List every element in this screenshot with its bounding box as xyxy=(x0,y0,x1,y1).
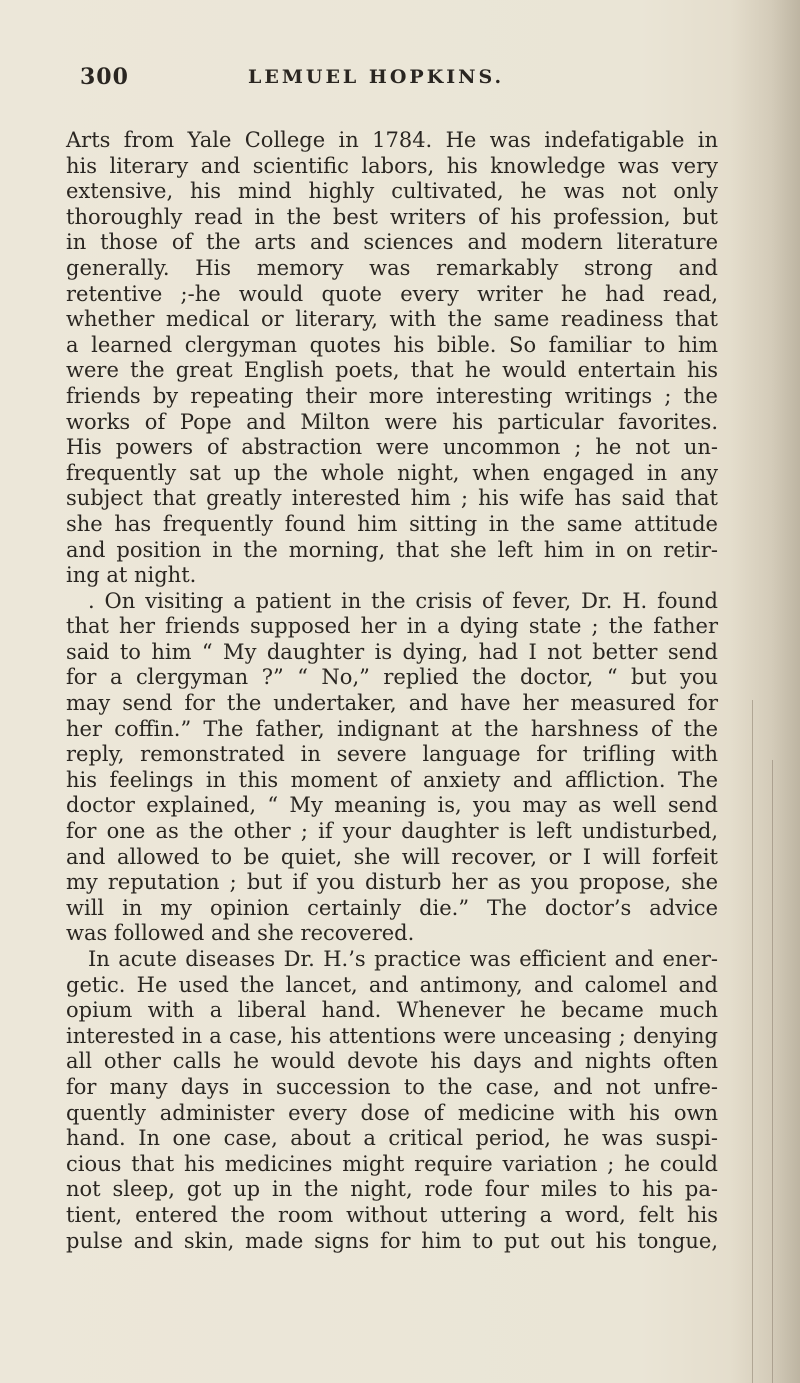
text-line: and allowed to be quiet, she will recover, or I will forfeit xyxy=(66,844,718,869)
text-line: not sleep, got up in the night, rode four miles to his pa- xyxy=(66,1177,718,1202)
text-line: her coffin.” The father, indignant at the harshness of the xyxy=(66,716,718,741)
text-line: for a clergyman ?” “ No,” replied the doctor, “ but you xyxy=(66,665,718,690)
text-line: In acute diseases Dr. H.’s practice was efficient and ener- xyxy=(88,947,718,971)
text-line: were the great English poets, that he would entertain his xyxy=(66,358,718,383)
text-line: friends by repeating their more interesting writings ; the xyxy=(66,383,718,408)
text-line: quently administer every dose of medicine with his own xyxy=(66,1100,718,1125)
text-line: whether medical or literary, with the same readiness that xyxy=(66,307,718,332)
page-edge-shadow xyxy=(730,0,800,1383)
text-line: getic. He used the lancet, and antimony, and calomel and xyxy=(66,972,718,997)
text-line: Arts from Yale College in 1784. He was indefatigable in xyxy=(66,128,718,152)
page-edge-line xyxy=(752,700,753,1383)
body-text xyxy=(66,128,718,1254)
page-edge-line xyxy=(772,760,773,1383)
page-number: 300 xyxy=(80,64,129,90)
text-line: works of Pope and Milton were his particular favorites. xyxy=(66,409,718,434)
text-line: interested in a case, his attentions were unceasing ; denying xyxy=(66,1023,718,1048)
text-line: subject that greatly interested him ; his wife has said that xyxy=(66,486,718,511)
text-line: that her friends supposed her in a dying state ; the father xyxy=(66,614,718,639)
text-line: tient, entered the room without uttering a word, felt his xyxy=(66,1202,718,1227)
text-line: reply, remonstrated in severe language for trifling with xyxy=(66,742,718,767)
text-line: extensive, his mind highly cultivated, he was not only xyxy=(66,179,718,204)
text-line: ing at night. xyxy=(66,563,197,588)
text-line: his feelings in this moment of anxiety and affliction. The xyxy=(66,767,718,792)
text-line: His powers of abstraction were uncommon ; he not un- xyxy=(66,435,718,460)
text-line: thoroughly read in the best writers of his profession, but xyxy=(66,204,718,229)
text-line: all other calls he would devote his days and nights often xyxy=(66,1049,718,1074)
text-line: and position in the morning, that she left him in on retir- xyxy=(66,537,718,562)
page-header xyxy=(80,64,720,98)
text-line: for one as the other ; if your daughter is left undisturbed, xyxy=(66,819,718,844)
running-head: LEMUEL HOPKINS. xyxy=(248,66,505,88)
text-line: retentive ;-he would quote every writer he had read, xyxy=(66,281,718,306)
text-line: doctor explained, “ My meaning is, you may as well send xyxy=(66,793,718,818)
text-line: . On visiting a patient in the crisis of fever, Dr. H. found xyxy=(88,588,718,613)
text-line: will in my opinion certainly die.” The doctor’s advice xyxy=(66,895,718,920)
text-line: pulse and skin, made signs for him to put out his tongue, xyxy=(66,1228,718,1253)
text-line: for many days in succession to the case, and not unfre- xyxy=(66,1074,718,1099)
text-line: a learned clergyman quotes his bible. So familiar to him xyxy=(66,332,718,357)
text-line: may send for the undertaker, and have her measured for xyxy=(66,691,718,716)
text-line: generally. His memory was remarkably strong and xyxy=(66,255,718,280)
text-line: his literary and scientific labors, his knowledge was very xyxy=(66,153,718,178)
text-line: opium with a liberal hand. Whenever he became much xyxy=(66,998,718,1023)
text-line: was followed and she recovered. xyxy=(66,921,415,946)
text-line: cious that his medicines might require variation ; he could xyxy=(66,1151,718,1176)
text-line: in those of the arts and sciences and modern literature xyxy=(66,230,718,255)
text-line: hand. In one case, about a critical period, he was suspi- xyxy=(66,1126,718,1151)
text-line: frequently sat up the whole night, when engaged in any xyxy=(66,460,718,485)
text-line: my reputation ; but if you disturb her as you propose, she xyxy=(66,870,718,895)
text-line: she has frequently found him sitting in the same attitude xyxy=(66,511,718,536)
text-line: said to him “ My daughter is dying, had I not better send xyxy=(66,639,718,664)
